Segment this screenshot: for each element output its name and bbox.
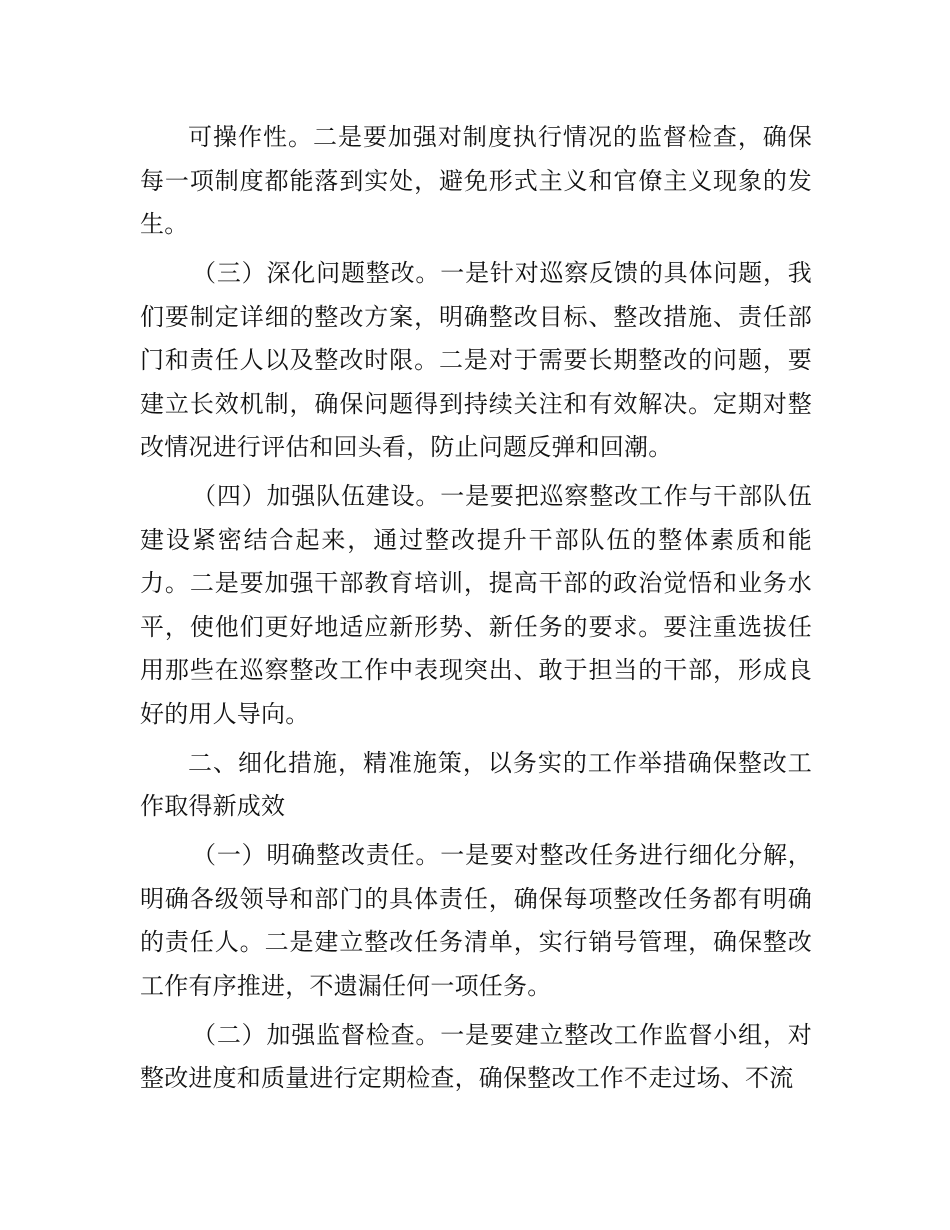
heading-part-2: 二、细化措施，精准施策，以务实的工作举措确保整改工作取得新成效 — [140, 748, 812, 820]
document-body — [140, 116, 812, 1106]
paragraph-section-2: （二）加强监督检查。一是要建立整改工作监督小组，对整改进度和质量进行定期检查，确保整改工作不走过场、不流 — [140, 1020, 812, 1092]
paragraph-section-3: （三）深化问题整改。一是针对巡察反馈的具体问题，我们要制定详细的整改方案，明确整改目标、整改措施、责任部门和责任人以及整改时限。二是对于需要长期整改的问题，要建立长效机制，确保问题得到持续关注和有效解决。定期对整改情况进行评估和回头看，防止问题反弹和回潮。 — [140, 259, 812, 461]
paragraph-continuation: 可操作性。二是要加强对制度执行情况的监督检查，确保每一项制度都能落到实处，避免形式主义和官僚主义现象的发生。 — [140, 123, 812, 238]
paragraph-section-4: （四）加强队伍建设。一是要把巡察整改工作与干部队伍建设紧密结合起来，通过整改提升干部队伍的整体素质和能力。二是要加强干部教育培训，提高干部的政治觉悟和业务水平，使他们更好地适应新形势、新任务的要求。要注重选拔任用那些在巡察整改工作中表现突出、敢于担当的干部，形成良好的用人导向。 — [140, 482, 812, 728]
paragraph-section-1: （一）明确整改责任。一是要对整改任务进行细化分解，明确各级领导和部门的具体责任，确保每项整改任务都有明确的责任人。二是建立整改任务清单，实行销号管理，确保整改工作有序推进，不遗漏任何一项任务。 — [140, 841, 812, 1000]
